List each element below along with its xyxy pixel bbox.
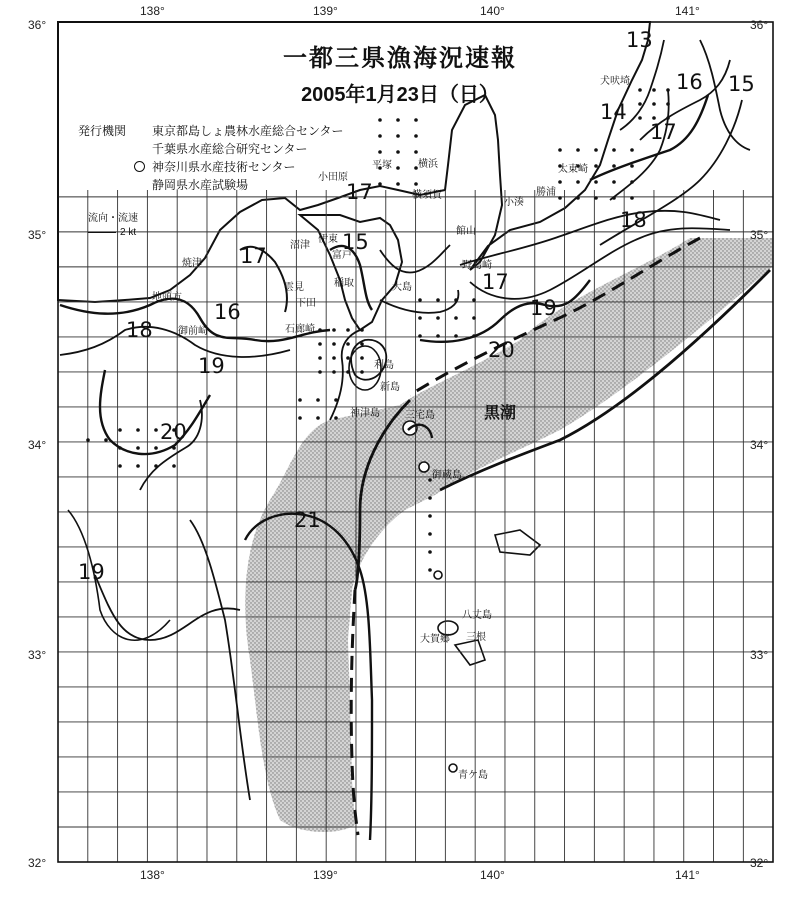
- station-dot: [360, 356, 364, 360]
- institutions-label: 発行機関: [78, 124, 127, 138]
- station-dot: [594, 148, 598, 152]
- station-dot: [360, 370, 364, 374]
- institutions-block: [78, 122, 344, 194]
- kuroshio-band: [245, 238, 780, 832]
- station-dot: [558, 196, 562, 200]
- lat-label-36-right: 36°: [750, 18, 769, 32]
- institution-3: 神奈川県水産技術センター: [152, 160, 296, 174]
- station-dot: [418, 334, 422, 338]
- place-irozaki: 石廊崎: [285, 324, 315, 335]
- isotherm-label-16: 16: [676, 70, 703, 94]
- place-jitogata: 地頭方: [152, 292, 182, 303]
- station-dot: [378, 118, 382, 122]
- station-dot: [396, 150, 400, 154]
- station-dot: [418, 298, 422, 302]
- station-dot: [454, 316, 458, 320]
- place-shimoda: 下田: [296, 298, 316, 309]
- place-inatori: 稲取: [334, 278, 354, 289]
- station-dot: [378, 182, 382, 186]
- station-dot: [136, 428, 140, 432]
- isotherm-label-15b: 15: [342, 230, 369, 254]
- station-dot: [472, 316, 476, 320]
- lat-label-34-right: 34°: [750, 438, 769, 452]
- station-dot: [172, 446, 176, 450]
- station-dot: [104, 438, 108, 442]
- station-dot: [298, 398, 302, 402]
- isotherm-label-19: 19: [530, 296, 557, 320]
- lat-label-33-right: 33°: [750, 648, 769, 662]
- station-dot: [360, 342, 364, 346]
- station-dot: [334, 416, 338, 420]
- station-dot: [436, 316, 440, 320]
- isotherm-label-14: 14: [600, 100, 627, 124]
- institution-2: 千葉県水産総合研究センター: [152, 142, 308, 156]
- station-dot: [594, 180, 598, 184]
- station-dot: [428, 550, 432, 554]
- station-dot: [118, 428, 122, 432]
- station-dot: [332, 370, 336, 374]
- station-dot: [172, 464, 176, 468]
- station-dot: [428, 496, 432, 500]
- station-dot: [454, 334, 458, 338]
- place-tateyama: 館山: [456, 226, 476, 237]
- station-dot: [612, 164, 616, 168]
- place-taitozaki: 太東崎: [558, 164, 588, 175]
- place-hiratsuka: 平塚: [372, 160, 392, 171]
- station-dot: [396, 118, 400, 122]
- lon-label-138-bottom: 138°: [140, 868, 165, 882]
- place-aogashima: 青ケ島: [458, 770, 488, 781]
- kuroshio-label: 黒潮: [484, 405, 517, 422]
- station-dot: [346, 342, 350, 346]
- station-dot: [472, 298, 476, 302]
- station-dot: [154, 428, 158, 432]
- isotherm-label-15: 15: [728, 72, 755, 96]
- lon-label-141: 141°: [675, 4, 700, 18]
- lon-label-140: 140°: [480, 4, 505, 18]
- place-nojimazaki: 野島崎: [462, 260, 492, 271]
- station-dot: [316, 416, 320, 420]
- place-kumomi: 雲見: [284, 282, 304, 293]
- station-dot: [576, 180, 580, 184]
- isotherm-label-20: 20: [488, 338, 515, 362]
- station-dot: [118, 446, 122, 450]
- station-dot: [558, 148, 562, 152]
- station-dot: [318, 356, 322, 360]
- lat-label-35-right: 35°: [750, 228, 769, 242]
- station-dot: [612, 196, 616, 200]
- legend-title: 流向・流速: [88, 213, 138, 224]
- isotherm-label-20b: 20: [160, 420, 187, 444]
- station-dot: [378, 134, 382, 138]
- place-omaezaki: 御前崎: [178, 326, 208, 337]
- station-dot: [428, 514, 432, 518]
- place-kominato: 小湊: [504, 197, 524, 208]
- station-dot: [414, 150, 418, 154]
- isotherm-label-21: 21: [294, 508, 321, 532]
- station-dot: [318, 328, 322, 332]
- isotherm-label-17: 17: [650, 120, 677, 144]
- lat-label-32-right: 32°: [750, 856, 769, 870]
- place-mikurajima: 御蔵島: [432, 470, 462, 481]
- isotherm-label-19c: 19: [78, 560, 105, 584]
- place-inubozaki: 犬吠埼: [600, 76, 630, 87]
- lon-label-141-bottom: 141°: [675, 868, 700, 882]
- station-dot: [630, 196, 634, 200]
- place-yokosuka: 横須賀: [412, 190, 442, 201]
- station-dot: [436, 298, 440, 302]
- station-dot: [136, 464, 140, 468]
- station-dot: [576, 148, 580, 152]
- station-ring-icon: [134, 161, 145, 172]
- place-toshima: 利島: [374, 360, 394, 371]
- station-dot: [630, 180, 634, 184]
- lon-label-138: 138°: [140, 4, 165, 18]
- lon-label-140-bottom: 140°: [480, 868, 505, 882]
- isotherm-label-17d: 17: [482, 270, 509, 294]
- station-dot: [378, 150, 382, 154]
- station-dot: [454, 298, 458, 302]
- lat-label-36: 36°: [28, 18, 47, 32]
- place-yaizu: 焼津: [182, 258, 202, 269]
- station-dot: [414, 134, 418, 138]
- lon-label-139: 139°: [313, 4, 338, 18]
- lat-label-35: 35°: [28, 228, 47, 242]
- place-niijima: 新島: [380, 382, 400, 393]
- isotherm-label-17c: 17: [240, 244, 267, 268]
- lon-label-139-bottom: 139°: [313, 868, 338, 882]
- place-numazu: 沼津: [290, 240, 310, 251]
- isotherm-label-19b: 19: [198, 354, 225, 378]
- station-dot: [612, 180, 616, 184]
- place-mitsune: 三根: [466, 632, 486, 643]
- station-dot: [396, 166, 400, 170]
- station-dot: [558, 180, 562, 184]
- station-dot: [612, 148, 616, 152]
- station-dot: [576, 196, 580, 200]
- station-dot: [332, 328, 336, 332]
- station-dot: [136, 446, 140, 450]
- place-yokohama: 横浜: [418, 159, 438, 170]
- lat-label-33: 33°: [28, 648, 47, 662]
- station-dot: [360, 328, 364, 332]
- station-dot: [638, 116, 642, 120]
- place-oshima: 大島: [392, 282, 412, 293]
- isotherm-label-18: 18: [620, 208, 647, 232]
- station-dot: [472, 334, 476, 338]
- station-dot: [298, 416, 302, 420]
- station-dot: [334, 398, 338, 402]
- station-dot: [436, 334, 440, 338]
- station-dot: [154, 446, 158, 450]
- station-dot: [86, 438, 90, 442]
- station-dot: [332, 356, 336, 360]
- station-dot: [396, 182, 400, 186]
- station-dot: [630, 164, 634, 168]
- current-legend: [88, 212, 138, 240]
- station-dot: [414, 118, 418, 122]
- station-dot: [154, 464, 158, 468]
- lat-label-34: 34°: [28, 438, 47, 452]
- station-dot: [346, 328, 350, 332]
- isotherm-label-16b: 16: [214, 300, 241, 324]
- station-dot: [332, 342, 336, 346]
- place-ito: 伊東: [318, 234, 338, 245]
- station-dot: [118, 464, 122, 468]
- place-katsuura: 勝浦: [536, 187, 556, 198]
- station-dot: [630, 148, 634, 152]
- report-date: 2005年1月23日（日）: [301, 84, 499, 106]
- isotherm-label-13: 13: [626, 28, 653, 52]
- station-dot: [594, 196, 598, 200]
- place-futo: 富戸: [332, 250, 352, 261]
- lat-label-32: 32°: [28, 856, 47, 870]
- institution-4: 静岡県水産試験場: [152, 178, 249, 192]
- station-dot: [346, 370, 350, 374]
- station-dot: [318, 342, 322, 346]
- arrow-icon: [88, 232, 116, 233]
- station-dot: [396, 134, 400, 138]
- station-dot: [594, 164, 598, 168]
- place-miyakejima: 三宅島: [405, 410, 435, 421]
- legend-scale: 2 kt: [120, 227, 137, 238]
- isotherm-label-17b: 17: [346, 180, 373, 204]
- station-dot: [418, 316, 422, 320]
- station-dot: [316, 398, 320, 402]
- place-odawara: 小田原: [318, 172, 348, 183]
- institution-1: 東京都島しょ農林水産総合センター: [152, 124, 344, 138]
- place-hachijojima: 八丈島: [462, 610, 492, 621]
- place-okago: 大賀郷: [420, 634, 450, 645]
- station-dot: [428, 568, 432, 572]
- station-dot: [428, 532, 432, 536]
- isotherm-label-18b: 18: [126, 318, 153, 342]
- place-kozushima: 神津島: [350, 408, 380, 419]
- report-title: 一都三県漁海況速報: [283, 45, 517, 72]
- station-dot: [346, 356, 350, 360]
- station-dot: [318, 370, 322, 374]
